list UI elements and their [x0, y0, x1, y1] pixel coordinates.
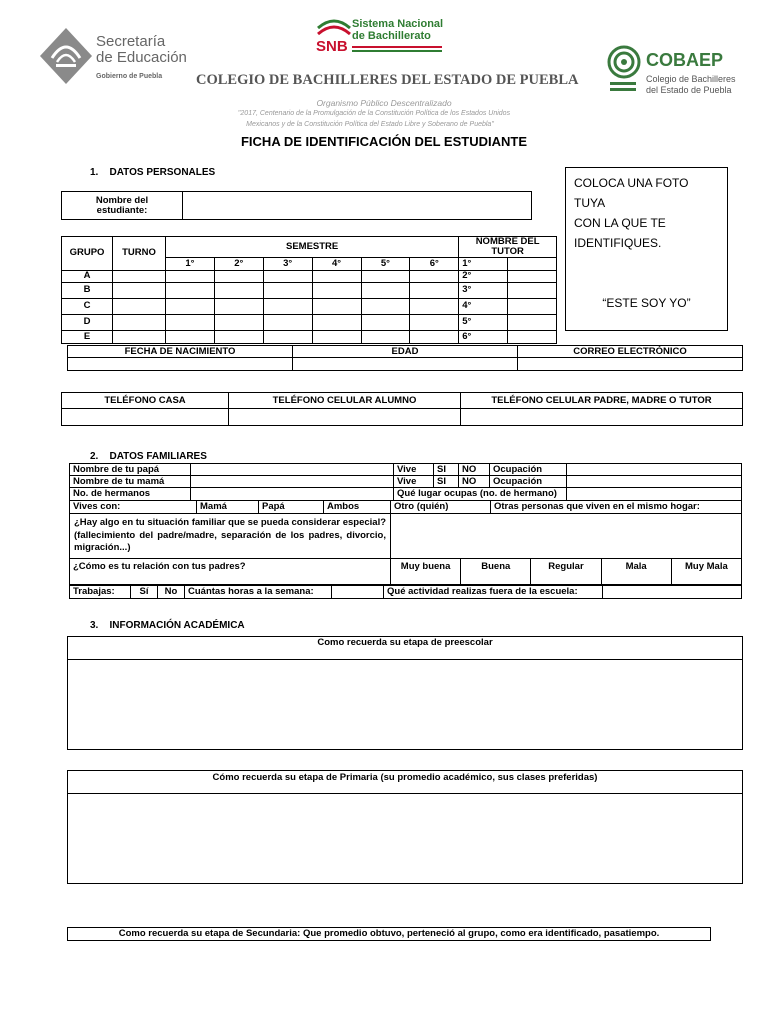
sem-cell[interactable] — [214, 330, 263, 343]
sem-cell[interactable] — [214, 282, 263, 298]
form-title: FICHA DE IDENTIFICACIÓN DEL ESTUDIANTE — [240, 134, 527, 149]
tutor-row-label: 1° — [459, 257, 508, 270]
cobaep-sub1: Colegio de Bachilleres — [646, 74, 736, 84]
group-semester-table — [61, 236, 557, 344]
sem-cell[interactable] — [410, 282, 459, 298]
sem-cell[interactable] — [263, 298, 312, 314]
sem-cell[interactable] — [263, 282, 312, 298]
sem-cell[interactable] — [410, 314, 459, 330]
semester-2: 2° — [214, 257, 263, 270]
sem-cell[interactable] — [166, 270, 215, 282]
work-table — [69, 585, 742, 599]
correo-label: CORREO ELECTRÓNICO — [518, 346, 743, 358]
snb-line2: de Bachillerato — [352, 30, 431, 42]
group-row-label: C — [62, 298, 113, 314]
turno-cell[interactable] — [113, 330, 166, 343]
sem-cell[interactable] — [312, 270, 361, 282]
actividad-label: Qué actividad realizas fuera de la escuela: — [384, 586, 603, 599]
vive-si[interactable]: SI — [434, 464, 459, 476]
sem-cell[interactable] — [410, 298, 459, 314]
col-semestre: SEMESTRE — [166, 237, 459, 258]
snb-logo — [316, 18, 446, 62]
edad-field[interactable] — [293, 358, 518, 371]
trabajas-no[interactable]: No — [158, 586, 185, 599]
photo-instruction-1: COLOCA UNA FOTO TUYA — [574, 176, 689, 210]
rating-regular[interactable]: Regular — [531, 559, 601, 585]
semester-6: 6° — [410, 257, 459, 270]
section3-heading: 3. INFORMACIÓN ACADÉMICA — [90, 620, 245, 631]
telefono-tutor-field[interactable] — [461, 409, 743, 426]
motto-line2: Mexicanos y de la Constitución Política del Estado Libre y Soberano de Puebla" — [246, 121, 494, 128]
sem-cell[interactable] — [361, 314, 410, 330]
telefono-casa-field[interactable] — [62, 409, 229, 426]
sem-cell[interactable] — [166, 314, 215, 330]
sem-cell[interactable] — [214, 298, 263, 314]
group-row-label: B — [62, 282, 113, 298]
group-row-label: A — [62, 270, 113, 282]
snb-swoosh-icon — [316, 18, 352, 40]
tutor-row-label: 3° — [459, 282, 508, 298]
trabajas-si[interactable]: Sí — [131, 586, 158, 599]
horas-label: Cuántas horas a la semana: — [185, 586, 332, 599]
rating-buena[interactable]: Buena — [461, 559, 531, 585]
sem-cell[interactable] — [214, 270, 263, 282]
telefono-casa-label: TELÉFONO CASA — [62, 393, 229, 409]
hermanos-field[interactable] — [191, 488, 394, 501]
mama-ocupacion-field[interactable] — [567, 476, 742, 488]
actividad-field[interactable] — [603, 586, 742, 599]
papa-ocupacion-field[interactable] — [567, 464, 742, 476]
cobaep-name: COBAEP — [646, 50, 724, 70]
snb-abbr: SNB — [316, 38, 348, 55]
turno-cell[interactable] — [113, 282, 166, 298]
phones-table — [61, 392, 743, 426]
horas-field[interactable] — [332, 586, 384, 599]
group-row-label: D — [62, 314, 113, 330]
cobaep-sub2: del Estado de Puebla — [646, 85, 732, 95]
family-table-mid — [69, 500, 742, 559]
sem-cell[interactable] — [214, 314, 263, 330]
semester-3: 3° — [263, 257, 312, 270]
sem-cell[interactable] — [312, 314, 361, 330]
tutor-field[interactable] — [508, 270, 557, 282]
cobaep-logo — [606, 44, 736, 100]
trabajas-label: Trabajas: — [70, 586, 131, 599]
tutor-field[interactable] — [508, 330, 557, 343]
sep-name: Secretaría de Educación Gobierno de Puebla — [96, 33, 187, 80]
papa-label: Nombre de tu papá — [70, 464, 191, 476]
student-name-label: Nombre del estudiante: — [62, 192, 183, 220]
preescolar-label: Como recuerda su etapa de preescolar — [68, 637, 742, 660]
tutor-field[interactable] — [508, 314, 557, 330]
edad-label: EDAD — [293, 346, 518, 358]
student-name-table — [61, 191, 532, 220]
tutor-field[interactable] — [508, 282, 557, 298]
photo-caption: “ESTE SOY YO” — [602, 296, 691, 310]
correo-field[interactable] — [518, 358, 743, 371]
photo-box — [565, 167, 728, 331]
snb-line1: Sistema Nacional — [352, 18, 444, 30]
primaria-label: Cómo recuerda su etapa de Primaria (su promedio académico, sus clases preferidas) — [68, 771, 742, 794]
primaria-box — [67, 770, 743, 884]
mama-label: Nombre de tu mamá — [70, 476, 191, 488]
mama-field[interactable] — [191, 476, 394, 488]
section1-heading: 1. DATOS PERSONALES — [90, 167, 216, 178]
sem-cell[interactable] — [361, 298, 410, 314]
rating-muy-mala[interactable]: Muy Mala — [671, 559, 741, 585]
sem-cell[interactable] — [263, 270, 312, 282]
rating-muy-buena[interactable]: Muy buena — [391, 559, 461, 585]
telefono-alumno-field[interactable] — [229, 409, 461, 426]
sem-cell[interactable] — [312, 282, 361, 298]
vives-con-label: Vives con: — [70, 501, 197, 514]
cobaep-emblem-icon — [606, 44, 642, 96]
sem-cell[interactable] — [361, 330, 410, 343]
sem-cell[interactable] — [410, 330, 459, 343]
sem-cell[interactable] — [166, 330, 215, 343]
turno-cell[interactable] — [113, 298, 166, 314]
sem-cell[interactable] — [361, 282, 410, 298]
fecha-nacimiento-field[interactable] — [68, 358, 293, 371]
tutor-field[interactable] — [508, 298, 557, 314]
secundaria-box — [67, 927, 711, 941]
fecha-nacimiento-label: FECHA DE NACIMIENTO — [68, 346, 293, 358]
lugar-label: Qué lugar ocupas (no. de hermano) — [394, 488, 567, 501]
telefono-alumno-label: TELÉFONO CELULAR ALUMNO — [229, 393, 461, 409]
tutor-row-label: 2° — [459, 270, 508, 282]
section2-heading: 2. DATOS FAMILIARES — [90, 451, 207, 462]
organismo: Organismo Público Descentralizado — [316, 98, 452, 108]
secundaria-label: Como recuerda su etapa de Secundaria: Que promedio obtuvo, perteneció al grupo, como era identificado, pasatiempo. — [118, 928, 660, 939]
vive-no[interactable]: NO — [459, 464, 490, 476]
family-table-top — [69, 463, 742, 501]
vive-label: Vive — [394, 476, 434, 488]
relacion-question: ¿Cómo es tu relación con tus padres? — [70, 559, 391, 585]
birth-age-email-table — [67, 345, 743, 371]
vive-label: Vive — [394, 464, 434, 476]
col-tutor: NOMBRE DEL TUTOR — [459, 237, 557, 258]
col-grupo: GRUPO — [62, 237, 113, 271]
preescolar-field[interactable] — [68, 660, 742, 749]
otras-personas-field[interactable] — [391, 514, 742, 559]
situacion-question: ¿Hay algo en tu situación familiar que se pueda considerar especial? (fallecimiento del padre/madre, separación de los padres, divorcio, migración...) — [70, 514, 391, 559]
ocupacion-label: Ocupación — [490, 476, 567, 488]
sem-cell[interactable] — [263, 330, 312, 343]
sem-cell[interactable] — [166, 298, 215, 314]
student-name-field[interactable] — [183, 192, 532, 220]
tutor-row-label: 4° — [459, 298, 508, 314]
tutor-field[interactable] — [508, 257, 557, 270]
group-row-label: E — [62, 330, 113, 343]
rating-mala[interactable]: Mala — [601, 559, 671, 585]
preescolar-box — [67, 636, 743, 750]
papa-field[interactable] — [191, 464, 394, 476]
lugar-field[interactable] — [567, 488, 742, 501]
college-title: COLEGIO DE BACHILLERES DEL ESTADO DE PUEBLA — [196, 72, 579, 88]
col-turno: TURNO — [113, 237, 166, 271]
turno-cell[interactable] — [113, 270, 166, 282]
sem-cell[interactable] — [312, 330, 361, 343]
semester-1: 1° — [166, 257, 215, 270]
turno-cell[interactable] — [113, 314, 166, 330]
sem-cell[interactable] — [263, 314, 312, 330]
tutor-row-label: 6° — [459, 330, 508, 343]
relationship-table — [69, 558, 742, 585]
semester-5: 5° — [361, 257, 410, 270]
semester-4: 4° — [312, 257, 361, 270]
ocupacion-label: Ocupación — [490, 464, 567, 476]
vive-si[interactable]: SI — [434, 476, 459, 488]
vives-papa[interactable]: Papá — [259, 501, 324, 514]
primaria-field[interactable] — [68, 794, 742, 883]
vives-otro[interactable]: Otro (quién) — [391, 501, 491, 514]
telefono-tutor-label: TELÉFONO CELULAR PADRE, MADRE O TUTOR — [461, 393, 743, 409]
hermanos-label: No. de hermanos — [70, 488, 191, 501]
photo-instruction-3: IDENTIFIQUES. — [574, 236, 662, 250]
sem-cell[interactable] — [361, 270, 410, 282]
vives-mama[interactable]: Mamá — [197, 501, 259, 514]
photo-instruction-2: CON LA QUE TE — [574, 216, 666, 230]
sep-emblem-icon — [38, 26, 94, 86]
vives-ambos[interactable]: Ambos — [324, 501, 391, 514]
otras-personas-label: Otras personas que viven en el mismo hogar: — [491, 501, 742, 514]
tutor-row-label: 5° — [459, 314, 508, 330]
vive-no[interactable]: NO — [459, 476, 490, 488]
sep-logo — [38, 26, 188, 88]
motto-line1: "2017, Centenario de la Promulgación de la Constitución Política de los Estados Unidos — [237, 110, 511, 117]
sem-cell[interactable] — [312, 298, 361, 314]
sem-cell[interactable] — [166, 282, 215, 298]
sem-cell[interactable] — [410, 270, 459, 282]
